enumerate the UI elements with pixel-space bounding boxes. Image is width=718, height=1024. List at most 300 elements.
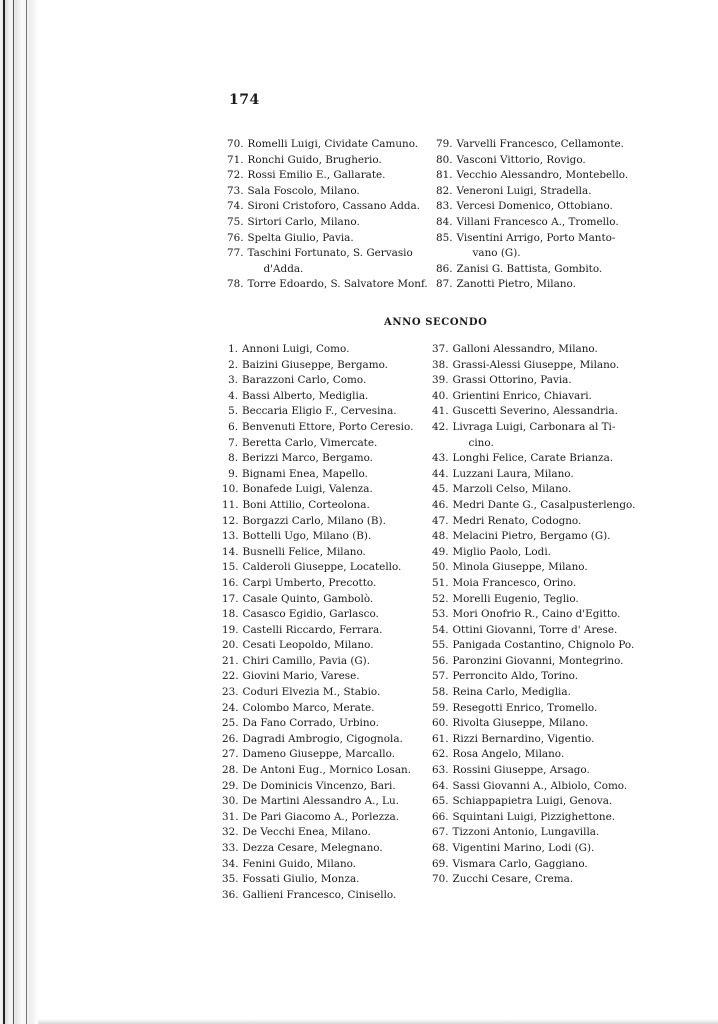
roster-entry bbox=[432, 794, 648, 810]
entry-text bbox=[243, 638, 432, 654]
entry-name-place: De Pari Giacomo A., Porlezza. bbox=[242, 810, 400, 823]
roster-entry bbox=[432, 358, 648, 374]
entry-text bbox=[453, 514, 648, 530]
entry-number: 66. bbox=[432, 810, 449, 823]
entry-name-place: Moia Francesco, Orino. bbox=[452, 576, 577, 589]
entry-number: 62. bbox=[432, 748, 449, 761]
entry-text bbox=[243, 669, 432, 685]
entry-text bbox=[457, 277, 648, 293]
roster-entry bbox=[432, 623, 648, 639]
entry-name-place: Grassi Ottorino, Pavia. bbox=[452, 374, 572, 387]
roster-entry bbox=[222, 467, 432, 483]
entry-text bbox=[453, 638, 648, 654]
entry-number: 50. bbox=[432, 561, 449, 574]
entry-number: 18. bbox=[222, 608, 239, 621]
entry-text bbox=[453, 810, 648, 826]
entry-text bbox=[243, 841, 432, 857]
entry-name-place: Bignami Enea, Mapello. bbox=[242, 467, 368, 480]
entry-name-place: Melacini Pietro, Bergamo (G). bbox=[452, 530, 611, 543]
entry-text bbox=[453, 592, 648, 608]
roster-entry bbox=[222, 451, 432, 467]
roster-entry bbox=[432, 373, 648, 389]
entry-name-place: Guscetti Severino, Alessandria. bbox=[452, 405, 618, 418]
entry-text bbox=[242, 467, 432, 483]
entry-text bbox=[248, 231, 439, 247]
roster-entry bbox=[432, 638, 648, 654]
entry-name-place: Perroncito Aldo, Torino. bbox=[452, 670, 579, 683]
entry-number: 20. bbox=[222, 639, 239, 652]
entry-text bbox=[243, 592, 432, 608]
entry-text bbox=[453, 794, 648, 810]
entry-name-place: Veneroni Luigi, Stradella. bbox=[456, 184, 592, 197]
entry-number: 10. bbox=[222, 483, 239, 496]
roster-entry bbox=[432, 514, 648, 530]
entry-text bbox=[243, 607, 432, 623]
entry-number: 48. bbox=[432, 530, 449, 543]
roster-column-bottom-left bbox=[222, 342, 432, 903]
entry-name-place: Livraga Luigi, Carbonara al Ti- bbox=[452, 420, 616, 433]
roster-entry bbox=[432, 467, 648, 483]
roster-entry bbox=[436, 215, 648, 231]
entry-text bbox=[248, 215, 439, 231]
entry-text bbox=[457, 168, 648, 184]
roster-entry bbox=[222, 794, 432, 810]
entry-number: 13. bbox=[222, 530, 239, 543]
roster-entry bbox=[222, 810, 432, 826]
entry-name-place: Marzoli Celso, Milano. bbox=[452, 483, 572, 496]
entry-number: 65. bbox=[432, 795, 449, 808]
roster-entry bbox=[222, 576, 432, 592]
entry-number: 60. bbox=[432, 717, 449, 730]
entry-text bbox=[243, 810, 432, 826]
entry-continuation: vano (G). bbox=[472, 247, 521, 260]
entry-number: 22. bbox=[222, 670, 239, 683]
entry-text bbox=[248, 246, 439, 277]
entry-name-place: Paronzini Giovanni, Montegrino. bbox=[452, 654, 624, 667]
entry-text bbox=[242, 373, 432, 389]
roster-entry bbox=[222, 404, 432, 420]
entry-number: 55. bbox=[432, 639, 449, 652]
entry-number: 69. bbox=[432, 857, 449, 870]
entry-name-place: Coduri Elvezia M., Stabio. bbox=[242, 686, 381, 699]
entry-text bbox=[453, 529, 648, 545]
entry-number: 6. bbox=[228, 420, 238, 433]
entry-number: 76. bbox=[227, 231, 244, 244]
roster-entry bbox=[222, 358, 432, 374]
entry-text bbox=[248, 184, 439, 200]
entry-name-place: Sirtori Carlo, Milano. bbox=[247, 215, 360, 228]
roster-entry bbox=[432, 607, 648, 623]
entry-number: 85. bbox=[436, 231, 453, 244]
entry-number: 35. bbox=[222, 873, 239, 886]
entry-text bbox=[243, 560, 432, 576]
entry-number: 16. bbox=[222, 576, 239, 589]
entry-text bbox=[242, 420, 432, 436]
entry-number: 11. bbox=[222, 498, 239, 511]
entry-number: 14. bbox=[222, 545, 239, 558]
roster-entry bbox=[222, 716, 432, 732]
roster-entry bbox=[222, 373, 432, 389]
entry-name-place: Colombo Marco, Merate. bbox=[242, 701, 375, 714]
roster-entry bbox=[432, 747, 648, 763]
roster-entry bbox=[222, 841, 432, 857]
roster-entry bbox=[432, 779, 648, 795]
entry-text bbox=[453, 560, 648, 576]
entry-number: 59. bbox=[432, 701, 449, 714]
entry-number: 68. bbox=[432, 842, 449, 854]
entry-number: 54. bbox=[432, 623, 449, 636]
roster-entry bbox=[432, 763, 648, 779]
entry-number: 9. bbox=[228, 467, 238, 480]
entry-number: 77. bbox=[227, 247, 244, 260]
entry-name-place: Chiri Camillo, Pavia (G). bbox=[242, 654, 371, 667]
entry-name-place: De Martini Alessandro A., Lu. bbox=[242, 795, 399, 808]
binding-line bbox=[26, 0, 27, 1024]
binding-line bbox=[3, 0, 5, 1024]
roster-entry bbox=[222, 389, 432, 405]
entry-name-place: Beretta Carlo, Vimercate. bbox=[242, 436, 378, 449]
entry-number: 30. bbox=[222, 795, 239, 808]
entry-text bbox=[453, 358, 648, 374]
roster-entry bbox=[432, 498, 648, 514]
entry-number: 34. bbox=[222, 857, 239, 870]
entry-number: 33. bbox=[222, 842, 239, 854]
entry-text bbox=[248, 137, 439, 153]
entry-name-place: Benvenuti Ettore, Porto Ceresio. bbox=[242, 420, 414, 433]
entry-text bbox=[243, 747, 432, 763]
roster-entry bbox=[432, 841, 648, 857]
entry-text bbox=[453, 872, 648, 888]
entry-text bbox=[453, 373, 648, 389]
entry-name-place: Miglio Paolo, Lodi. bbox=[452, 545, 551, 558]
entry-continuation: cino. bbox=[468, 436, 494, 449]
entry-number: 7. bbox=[228, 436, 238, 449]
entry-number: 73. bbox=[227, 184, 244, 197]
entry-name-place: Da Fano Corrado, Urbino. bbox=[242, 717, 379, 730]
entry-text bbox=[453, 716, 648, 732]
entry-number: 1. bbox=[228, 343, 238, 355]
entry-name-place: Reina Carlo, Mediglia. bbox=[452, 686, 571, 699]
entry-name-place: Minola Giuseppe, Milano. bbox=[452, 561, 588, 574]
roster-entry bbox=[432, 872, 648, 888]
entry-text bbox=[248, 168, 439, 184]
entry-number: 57. bbox=[432, 670, 449, 683]
entry-text bbox=[453, 747, 648, 763]
entry-name-place: Sironi Cristoforo, Cassano Adda. bbox=[247, 200, 421, 213]
entry-text bbox=[243, 732, 432, 748]
entry-number: 29. bbox=[222, 779, 239, 792]
entry-text bbox=[243, 545, 432, 561]
entry-text bbox=[457, 215, 648, 231]
entry-text bbox=[243, 514, 432, 530]
entry-name-place: De Dominicis Vincenzo, Bari. bbox=[242, 779, 396, 792]
entry-name-place: Carpi Umberto, Precotto. bbox=[242, 576, 377, 589]
roster-entry bbox=[222, 763, 432, 779]
entry-text bbox=[453, 467, 648, 483]
roster-entry bbox=[222, 342, 432, 358]
entry-text bbox=[243, 482, 432, 498]
entry-text bbox=[243, 716, 432, 732]
roster-entry bbox=[222, 685, 432, 701]
roster-entry bbox=[222, 654, 432, 670]
page-spine-shadow bbox=[0, 0, 38, 1024]
entry-number: 36. bbox=[222, 888, 239, 901]
entry-text bbox=[453, 404, 648, 420]
entry-text bbox=[453, 825, 648, 841]
entry-name-place: Borgazzi Carlo, Milano (B). bbox=[242, 514, 386, 527]
roster-entry bbox=[227, 277, 439, 293]
roster-entry bbox=[227, 168, 439, 184]
entry-text bbox=[453, 342, 648, 358]
entry-name-place: Bonafede Luigi, Valenza. bbox=[242, 483, 373, 496]
roster-entry bbox=[222, 638, 432, 654]
roster-entry bbox=[227, 215, 439, 231]
entry-number: 26. bbox=[222, 732, 239, 745]
roster-entry bbox=[432, 685, 648, 701]
entry-name-place: Casale Quinto, Gambolò. bbox=[242, 592, 374, 605]
entry-text bbox=[457, 199, 648, 215]
entry-name-place: Vismara Carlo, Gaggiano. bbox=[452, 857, 588, 870]
entry-name-place: Dezza Cesare, Melegnano. bbox=[242, 842, 383, 854]
entry-number: 70. bbox=[227, 138, 244, 150]
entry-number: 17. bbox=[222, 592, 239, 605]
entry-text bbox=[243, 623, 432, 639]
entry-number: 49. bbox=[432, 545, 449, 558]
entry-name-place: Longhi Felice, Carate Brianza. bbox=[452, 452, 614, 465]
entry-number: 5. bbox=[228, 405, 238, 418]
entry-name-place: Cesati Leopoldo, Milano. bbox=[242, 639, 374, 652]
roster-entry bbox=[432, 420, 648, 451]
entry-number: 25. bbox=[222, 717, 239, 730]
entry-number: 21. bbox=[222, 654, 239, 667]
roster-entry bbox=[436, 137, 648, 153]
entry-name-place: Vigentini Marino, Lodi (G). bbox=[452, 842, 595, 854]
entry-name-place: Morelli Eugenio, Teglio. bbox=[452, 592, 579, 605]
entry-continuation: d'Adda. bbox=[263, 262, 304, 275]
entry-number: 72. bbox=[227, 169, 244, 182]
entry-name-place: Dameno Giuseppe, Marcallo. bbox=[242, 748, 396, 761]
entry-text bbox=[242, 404, 432, 420]
entry-name-place: Spelta Giulio, Pavia. bbox=[247, 231, 354, 244]
roster-entry bbox=[432, 654, 648, 670]
entry-number: 56. bbox=[432, 654, 449, 667]
entry-name-place: Vecchio Alessandro, Montebello. bbox=[456, 169, 629, 182]
roster-entry bbox=[222, 623, 432, 639]
entry-number: 41. bbox=[432, 405, 449, 418]
entry-name-place: Luzzani Laura, Milano. bbox=[452, 467, 574, 480]
entry-number: 45. bbox=[432, 483, 449, 496]
entry-text bbox=[453, 420, 648, 451]
entry-number: 52. bbox=[432, 592, 449, 605]
section-heading: ANNO SECONDO bbox=[384, 317, 488, 328]
entry-number: 28. bbox=[222, 764, 239, 777]
entry-text bbox=[243, 857, 432, 873]
roster-entry bbox=[432, 545, 648, 561]
roster-entry bbox=[436, 199, 648, 215]
entry-name-place: Casasco Egidio, Garlasco. bbox=[242, 608, 379, 621]
entry-number: 80. bbox=[436, 153, 453, 166]
entry-name-place: Grassi-Alessi Giuseppe, Milano. bbox=[452, 358, 620, 371]
entry-number: 4. bbox=[228, 389, 238, 402]
entry-number: 44. bbox=[432, 467, 449, 480]
roster-entry bbox=[432, 669, 648, 685]
entry-name-place: Baizini Giuseppe, Bergamo. bbox=[242, 358, 388, 371]
entry-text bbox=[243, 888, 432, 904]
entry-number: 61. bbox=[432, 732, 449, 745]
entry-number: 51. bbox=[432, 576, 449, 589]
entry-number: 82. bbox=[436, 184, 453, 197]
entry-number: 87. bbox=[436, 278, 453, 291]
roster-entry bbox=[432, 482, 648, 498]
entry-text bbox=[243, 779, 432, 795]
entry-name-place: De Vecchi Enea, Milano. bbox=[242, 826, 371, 839]
roster-entry bbox=[432, 592, 648, 608]
roster-entry bbox=[432, 825, 648, 841]
page-number: 174 bbox=[229, 92, 260, 108]
entry-number: 70. bbox=[432, 873, 449, 886]
entry-name-place: Zanisi G. Battista, Gombito. bbox=[456, 262, 603, 275]
entry-number: 83. bbox=[436, 200, 453, 213]
roster-entry bbox=[222, 592, 432, 608]
entry-number: 74. bbox=[227, 200, 244, 213]
roster-entry bbox=[432, 810, 648, 826]
entry-text bbox=[242, 436, 432, 452]
entry-number: 39. bbox=[432, 374, 449, 387]
entry-number: 47. bbox=[432, 514, 449, 527]
roster-entry bbox=[432, 529, 648, 545]
roster-entry bbox=[436, 184, 648, 200]
entry-name-place: Rossi Emilio E., Gallarate. bbox=[247, 169, 386, 182]
entry-name-place: Annoni Luigi, Como. bbox=[242, 343, 350, 355]
binding-line bbox=[13, 0, 14, 1024]
roster-entry bbox=[436, 277, 648, 293]
entry-number: 46. bbox=[432, 498, 449, 511]
entry-text bbox=[453, 482, 648, 498]
entry-number: 75. bbox=[227, 215, 244, 228]
entry-name-place: Berizzi Marco, Bergamo. bbox=[242, 452, 373, 465]
roster-entry bbox=[227, 246, 439, 277]
entry-number: 38. bbox=[432, 358, 449, 371]
entry-text bbox=[453, 701, 648, 717]
entry-number: 79. bbox=[436, 138, 453, 150]
entry-text bbox=[243, 654, 432, 670]
entry-number: 78. bbox=[227, 278, 244, 291]
entry-number: 84. bbox=[436, 215, 453, 228]
roster-entry bbox=[432, 857, 648, 873]
roster-entry bbox=[222, 514, 432, 530]
entry-number: 37. bbox=[432, 343, 449, 355]
entry-name-place: Schiappapietra Luigi, Genova. bbox=[452, 795, 613, 808]
roster-column-top-left bbox=[227, 137, 439, 293]
entry-number: 2. bbox=[228, 358, 238, 371]
entry-text bbox=[243, 825, 432, 841]
roster-entry bbox=[227, 231, 439, 247]
entry-text bbox=[453, 498, 648, 514]
entry-name-place: Medri Renato, Codogno. bbox=[452, 514, 582, 527]
entry-number: 15. bbox=[222, 561, 239, 574]
entry-name-place: Busnelli Felice, Milano. bbox=[242, 545, 366, 558]
entry-number: 8. bbox=[228, 452, 238, 465]
entry-name-place: Calderoli Giuseppe, Locatello. bbox=[242, 561, 402, 574]
roster-entry bbox=[222, 560, 432, 576]
entry-text bbox=[453, 389, 648, 405]
entry-text bbox=[453, 607, 648, 623]
entry-number: 43. bbox=[432, 452, 449, 465]
entry-name-place: Barazzoni Carlo, Como. bbox=[242, 374, 367, 387]
entry-text bbox=[242, 451, 432, 467]
entry-name-place: De Antoni Eug., Mornico Losan. bbox=[242, 764, 412, 777]
entry-text bbox=[457, 137, 648, 153]
roster-entry bbox=[436, 262, 648, 278]
roster-entry bbox=[222, 857, 432, 873]
entry-number: 71. bbox=[227, 153, 244, 166]
entry-name-place: Squintani Luigi, Pizzighettone. bbox=[452, 810, 616, 823]
roster-entry bbox=[432, 701, 648, 717]
entry-number: 3. bbox=[228, 374, 238, 387]
roster-entry bbox=[222, 747, 432, 763]
entry-text bbox=[242, 389, 432, 405]
entry-text bbox=[243, 498, 432, 514]
entry-number: 81. bbox=[436, 169, 453, 182]
entry-text bbox=[457, 262, 648, 278]
roster-entry bbox=[222, 545, 432, 561]
entry-name-place: Galloni Alessandro, Milano. bbox=[452, 343, 598, 355]
entry-name-place: Boni Attilio, Corteolona. bbox=[242, 498, 370, 511]
entry-name-place: Beccaria Eligio F., Cervesina. bbox=[242, 405, 397, 418]
entry-name-place: Rosa Angelo, Milano. bbox=[452, 748, 565, 761]
entry-name-place: Gallieni Francesco, Cinisello. bbox=[242, 888, 397, 901]
roster-entry bbox=[432, 716, 648, 732]
roster-entry bbox=[436, 231, 648, 262]
entry-name-place: Dagradi Ambrogio, Cigognola. bbox=[242, 732, 403, 745]
entry-text bbox=[457, 153, 648, 169]
roster-column-top-right bbox=[436, 137, 648, 293]
entry-name-place: Rivolta Giuseppe, Milano. bbox=[452, 717, 589, 730]
entry-text bbox=[243, 872, 432, 888]
entry-text bbox=[453, 451, 648, 467]
entry-number: 53. bbox=[432, 608, 449, 621]
entry-text bbox=[457, 184, 648, 200]
roster-entry bbox=[227, 137, 439, 153]
entry-name-place: Fenini Guido, Milano. bbox=[242, 857, 357, 870]
entry-text bbox=[242, 358, 432, 374]
entry-text bbox=[453, 841, 648, 857]
entry-number: 42. bbox=[432, 420, 449, 433]
roster-entry bbox=[432, 732, 648, 748]
roster-entry bbox=[222, 498, 432, 514]
entry-name-place: Medri Dante G., Casalpusterlengo. bbox=[452, 498, 636, 511]
entry-text bbox=[248, 199, 439, 215]
roster-entry bbox=[222, 607, 432, 623]
entry-text bbox=[453, 732, 648, 748]
entry-text bbox=[453, 779, 648, 795]
entry-name-place: Bottelli Ugo, Milano (B). bbox=[242, 530, 372, 543]
entry-number: 58. bbox=[432, 686, 449, 699]
roster-entry bbox=[432, 576, 648, 592]
entry-number: 67. bbox=[432, 826, 449, 839]
roster-column-bottom-right bbox=[432, 342, 648, 888]
entry-text bbox=[457, 231, 648, 262]
roster-entry bbox=[222, 669, 432, 685]
entry-name-place: Ronchi Guido, Brugherio. bbox=[247, 153, 382, 166]
entry-text bbox=[453, 763, 648, 779]
roster-entry bbox=[227, 153, 439, 169]
entry-text bbox=[453, 545, 648, 561]
roster-entry bbox=[432, 560, 648, 576]
entry-text bbox=[248, 277, 439, 293]
roster-entry bbox=[227, 199, 439, 215]
entry-number: 12. bbox=[222, 514, 239, 527]
